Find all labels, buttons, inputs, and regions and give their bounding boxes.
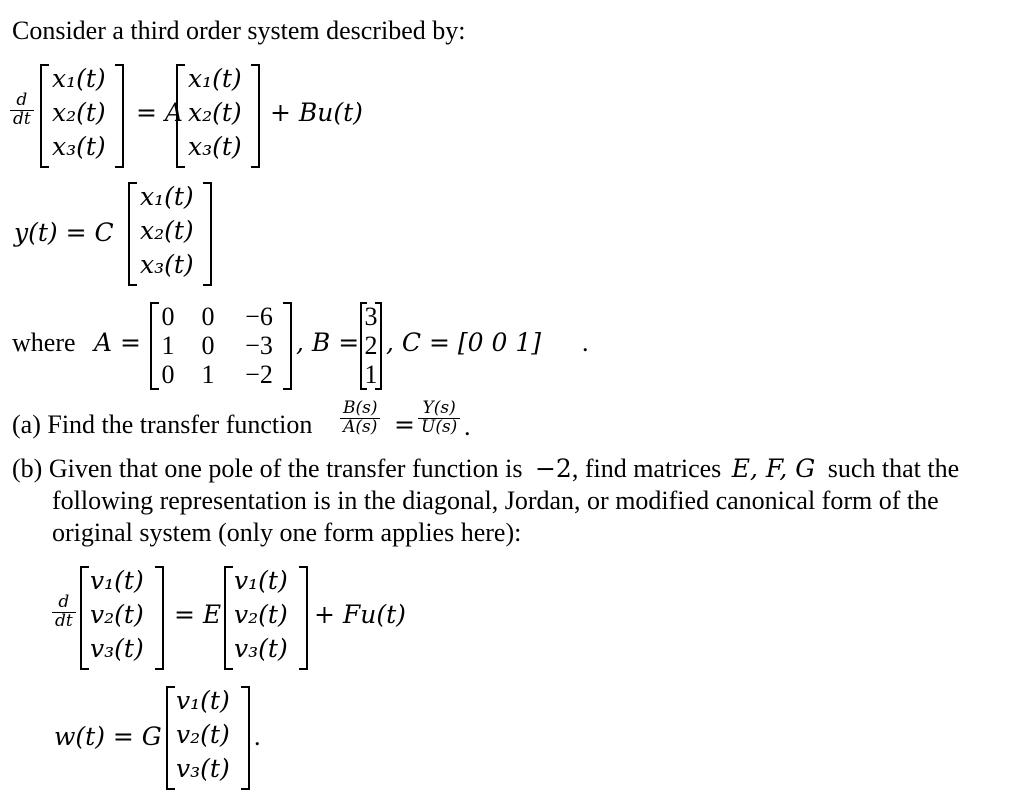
derivative-operator-2: $\frac{d}{dt}$ [52, 594, 76, 631]
new-state-equation [0, 562, 420, 674]
c-equals: , C = [0 0 1] [386, 328, 541, 357]
equals-a: = A [136, 98, 183, 127]
matrix-a: 0 0 −6 1 0 −3 0 1 −2 [150, 302, 292, 390]
part-b-line1-pre: (b) Given that one pole of the transfer function is [12, 454, 523, 483]
matrix-definitions [0, 296, 640, 392]
output-lhs: y(t) = C [14, 218, 114, 247]
transfer-fraction-ba: $\frac{B(s)}{A(s)}$ [340, 400, 380, 437]
output-equation [0, 178, 260, 290]
transfer-fraction-yu: $\frac{Y(s)}{U(s)}$ [418, 400, 460, 437]
pole-value: −2 [534, 454, 572, 483]
part-a-period: . [464, 412, 471, 441]
equals-e: = E [174, 600, 222, 629]
new-state-vector-rhs: v₁(t) v₂(t) v₃(t) [224, 566, 308, 670]
part-a [0, 398, 520, 458]
new-state-vector-lhs: v₁(t) v₂(t) v₃(t) [80, 566, 164, 670]
plus-fu: + Fu(t) [314, 600, 406, 629]
state-vector-lhs: x₁(t) x₂(t) x₃(t) [40, 64, 124, 168]
intro-text: Consider a third order system described by: [12, 16, 466, 45]
transfer-equals: = [394, 410, 415, 439]
where-label: where [12, 328, 76, 357]
part-b-line1-post: , find matrices [571, 454, 722, 483]
part-b-line3: original system (only one form applies here): [52, 518, 522, 547]
matrix-b: 3 2 1 [360, 302, 382, 390]
derivative-operator: $\frac{d}{dt}$ [10, 92, 34, 129]
definitions-period: . [582, 328, 589, 357]
state-equation [0, 60, 400, 172]
new-output-lhs: w(t) = G [54, 722, 162, 751]
part-b-line1 [12, 454, 959, 484]
a-equals: A = [94, 328, 141, 357]
part-b-line2: following representation is in the diagonal, Jordan, or modified canonical form of the [52, 486, 939, 515]
output-state-vector: x₁(t) x₂(t) x₃(t) [128, 182, 212, 286]
new-output-state-vector: v₁(t) v₂(t) v₃(t) [166, 686, 250, 790]
part-a-text: (a) Find the transfer function [12, 410, 313, 439]
new-output-equation [0, 682, 300, 794]
state-vector-rhs: x₁(t) x₂(t) x₃(t) [176, 64, 260, 168]
b-equals: , B = [296, 328, 360, 357]
new-output-period: . [254, 722, 261, 751]
matrices-efg: E, F, G [731, 454, 816, 483]
plus-bu: + Bu(t) [270, 98, 363, 127]
part-b-line1-end: such that the [827, 454, 960, 483]
